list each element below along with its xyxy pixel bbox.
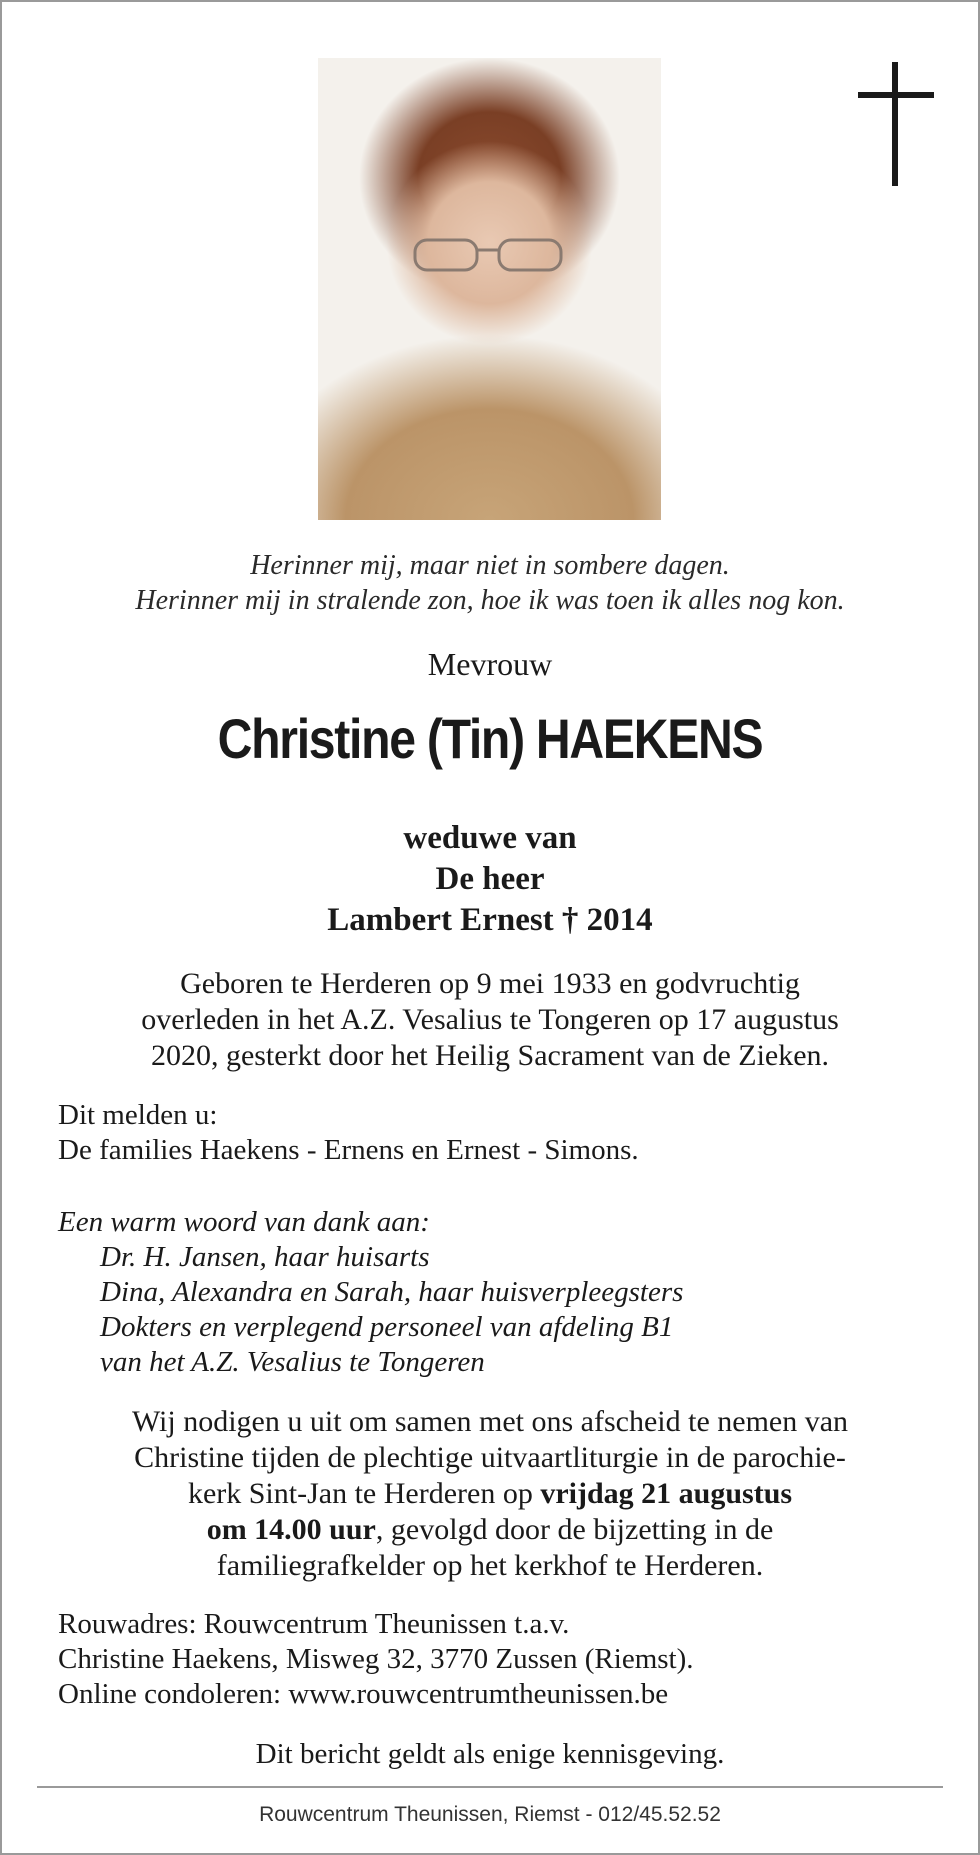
portrait-photo xyxy=(318,58,661,520)
invite-line xyxy=(0,1512,980,1548)
address-line: Christine Haekens, Misweg 32, 3770 Zussen (Riemst). xyxy=(58,1643,694,1675)
divider xyxy=(37,1786,943,1788)
footer-funeral-home: Rouwcentrum Theunissen, Riemst - 012/45.52.52 xyxy=(259,1803,721,1826)
announcement-heading: Dit melden u: xyxy=(58,1099,218,1131)
invite-line: familiegrafkelder op het kerkhof te Herderen. xyxy=(216,1549,764,1582)
quote-line: Herinner mij, maar niet in sombere dagen. xyxy=(250,550,730,581)
born-line: Geboren te Herderen op 9 mei 1933 en godvruchtig xyxy=(180,967,800,1000)
funeral-date: vrijdag 21 augustus xyxy=(540,1477,793,1510)
notice-text: Dit bericht geldt als enige kennisgeving. xyxy=(255,1738,725,1770)
invite-text: kerk Sint-Jan te Herderen op xyxy=(187,1477,541,1510)
quote-line: Herinner mij in stralende zon, hoe ik was toen ik alles nog kon. xyxy=(135,585,845,616)
invite-text: , gevolgd door de bijzetting in de xyxy=(375,1513,774,1546)
spouse-name: Lambert Ernest † 2014 xyxy=(327,902,653,938)
thanks-section xyxy=(58,1205,683,1380)
invite-line: Christine tijden de plechtige uitvaartliturgie in de parochie- xyxy=(134,1441,846,1474)
announcement xyxy=(58,1098,639,1168)
thanks-item: Dokters en verplegend personeel van afdeling B1 xyxy=(100,1311,674,1343)
glasses-icon xyxy=(413,236,563,274)
thanks-item: van het A.Z. Vesalius te Tongeren xyxy=(100,1346,485,1378)
memorial-quote xyxy=(0,548,980,618)
address-line: Rouwadres: Rouwcentrum Theunissen t.a.v. xyxy=(58,1608,570,1640)
widow-of xyxy=(0,818,980,941)
birth-death-text xyxy=(0,966,980,1074)
born-line: 2020, gesterkt door het Heilig Sacrament van de Zieken. xyxy=(150,1039,830,1072)
funeral-time: om 14.00 uur xyxy=(206,1513,376,1546)
thanks-heading: Een warm woord van dank aan: xyxy=(58,1206,430,1238)
mourning-address xyxy=(58,1607,694,1712)
announcement-families: De families Haekens - Ernens en Ernest - Simons. xyxy=(58,1134,639,1166)
deceased-name: Christine (Tin) HAEKENS xyxy=(217,707,763,770)
born-line: overleden in het A.Z. Vesalius te Tongeren op 17 augustus xyxy=(141,1003,839,1036)
cross-icon xyxy=(858,62,934,186)
widow-line: De heer xyxy=(435,861,545,897)
thanks-item: Dina, Alexandra en Sarah, haar huisverpleegsters xyxy=(100,1276,684,1308)
salutation: Mevrouw xyxy=(427,646,553,682)
thanks-item: Dr. H. Jansen, haar huisarts xyxy=(100,1241,430,1273)
funeral-invitation xyxy=(0,1404,980,1584)
condolence-line: Online condoleren: www.rouwcentrumtheunissen.be xyxy=(58,1678,669,1710)
invite-line xyxy=(0,1476,980,1512)
invite-line: Wij nodigen u uit om samen met ons afscheid te nemen van xyxy=(131,1405,849,1438)
widow-line: weduwe van xyxy=(403,820,577,856)
